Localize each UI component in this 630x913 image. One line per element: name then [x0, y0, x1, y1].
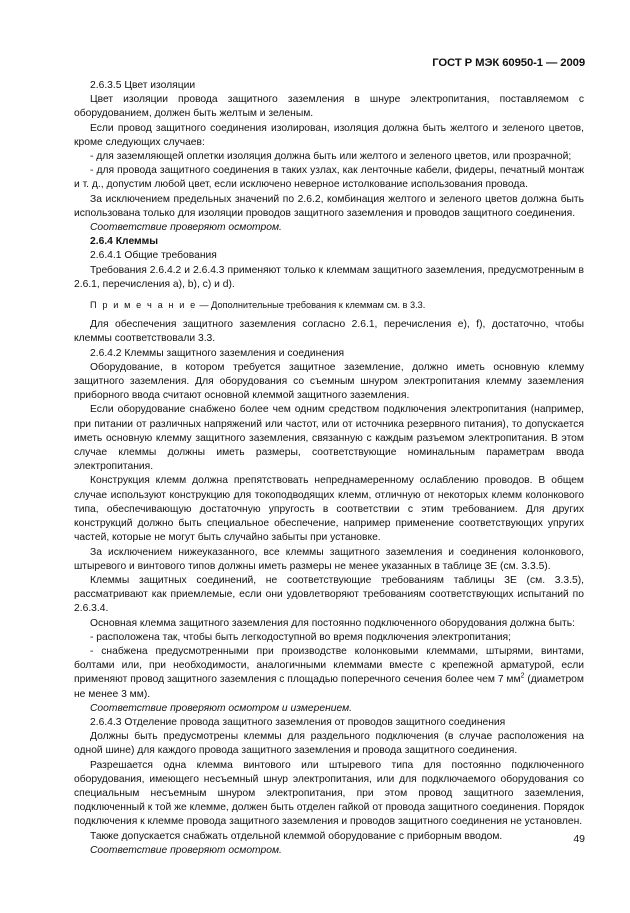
- clause-2-6-4-2-title: 2.6.4.2 Клеммы защитного заземления и соединения: [90, 347, 345, 359]
- document-body: [74, 79, 584, 858]
- list-item: [74, 645, 584, 702]
- paragraph: Для обеспечения защитного заземления согласно 2.6.1, перечисления е), f), достаточно, чтобы клеммы соответствовали 3.3.: [74, 319, 584, 345]
- paragraph: Основная клемма защитного заземления для постоянно подключенного оборудования должна быть:: [90, 617, 575, 629]
- paragraph: Оборудование, в котором требуется защитное заземление, должно иметь основную клемму защитного заземления. Для оборудования со съемным шнуром электропитания клемму заземления приборного ввода считают основной клеммой защитного заземления.: [74, 361, 584, 402]
- paragraph: Конструкция клемм должна препятствовать непреднамеренному ослаблению проводов. В общем случае используют конструкцию для токоподводящих клемм, отличную от некоторых клемм колонкового типа, обеспечивающую достаточную упругость в соответствии с этим требованием. Для других конструкций должно быть специальное обеспечение, например применение соответствующих упругих частей, которые не могут быть случайно забыты при установке.: [74, 475, 584, 544]
- paragraph: Если провод защитного соединения изолирован, изоляция должна быть желтого и зеленого цветов, кроме следующих случаев:: [74, 122, 584, 148]
- paragraph: За исключением нижеуказанного, все клеммы защитного заземления и соединения колонкового, штыревого и винтового типов должны иметь размеры не менее указанных в таблице 3Е (см. 3.3.5).: [74, 546, 584, 572]
- paragraph: Клеммы защитных соединений, не соответствующие требованиям таблицы 3Е (см. 3.3.5), рассматривают как приемлемые, если они удовлетворяют требованиям соответствующих испытаний по 2.6.3.4.: [74, 574, 584, 615]
- superscript: 2: [520, 672, 525, 680]
- page-number: 49: [573, 833, 585, 845]
- note-label: П р и м е ч а н и е: [90, 300, 197, 311]
- paragraph: Если оборудование снабжено более чем одним средством подключения электропитания (например, при питании от различных напряжений или частот, или от источника резервного питания), то допускается иметь основную клемму защитного заземления, связанную с каждым разъемом электропитания. В этом случае клеммы должны иметь размеры, соответствующие номинальным параметрам ввода электропитания.: [74, 404, 584, 473]
- compliance-statement: Соответствие проверяют осмотром.: [90, 222, 282, 234]
- compliance-statement: Соответствие проверяют осмотром.: [90, 844, 282, 856]
- note: [74, 298, 584, 312]
- paragraph: За исключением предельных значений по 2.6.2, комбинация желтого и зеленого цветов должна быть использована только для изоляции проводов защитного заземления и проводов защитного соединения.: [74, 193, 584, 219]
- paragraph: Требования 2.6.4.2 и 2.6.4.3 применяют только к клеммам защитного заземления, предусмотренным в 2.6.1, перечисления а), b), с) и d).: [74, 264, 584, 290]
- clause-2-6-4-1-title: 2.6.4.1 Общие требования: [90, 250, 217, 262]
- paragraph: Разрешается одна клемма винтового или штыревого типа для постоянно подключенного оборудования, имеющего несъемный шнур электропитания, или для подключаемого оборудования со специальным несъемным шнуром электропитания, при этом провод защитного заземления, подключенный к той же клемме, должен быть отделен гайкой от провода защитного соединения. Порядок подключения к клемме провода защитного заземления и проводов защитного соединения не установлен.: [74, 759, 584, 828]
- list-item-text-end: (диаметром не менее 3 мм).: [74, 674, 584, 700]
- note-text: — Дополнительные требования к клеммам см. в 3.3.: [196, 300, 426, 311]
- list-item-text: - снабжена предусмотренными при производстве колонковыми клеммами, штырями, винтами, болтами или, при необходимости, аналогичными клеммами вместе с крепежной арматурой, если применяют провод защитного заземления с площадью поперечного сечения более чем 7 мм: [74, 645, 584, 686]
- paragraph: Должны быть предусмотрены клеммы для раздельного подключения (в случае расположения на одной шине) для каждого провода защитного заземления и провода защитного соединения.: [74, 731, 584, 757]
- compliance-statement: Соответствие проверяют осмотром и измерением.: [90, 702, 353, 714]
- list-item: - для провода защитного соединения в таких узлах, как ленточные кабели, фидеры, печатный монтаж и т. д., допустим любой цвет, если исключено неверное истолкование использования провода.: [74, 165, 584, 191]
- document-header: ГОСТ Р МЭК 60950-1 — 2009: [432, 57, 585, 69]
- paragraph: Цвет изоляции провода защитного заземления в шнуре электропитания, поставляемом с оборудованием, должен быть желтым и зеленым.: [74, 94, 584, 120]
- clause-2-6-3-5-title: 2.6.3.5 Цвет изоляции: [90, 80, 196, 91]
- paragraph: Также допускается снабжать отдельной клеммой оборудование с приборным вводом.: [90, 830, 503, 842]
- clause-2-6-4-heading: 2.6.4 Клеммы: [90, 236, 159, 248]
- list-item: - расположена так, чтобы быть легкодоступной во время подключения электропитания;: [90, 631, 511, 643]
- list-item: - для заземляющей оплетки изоляция должна быть или желтого и зеленого цветов, или прозрачной;: [90, 151, 572, 163]
- clause-2-6-4-3-title: 2.6.4.3 Отделение провода защитного заземления от проводов защитного соединения: [90, 716, 506, 728]
